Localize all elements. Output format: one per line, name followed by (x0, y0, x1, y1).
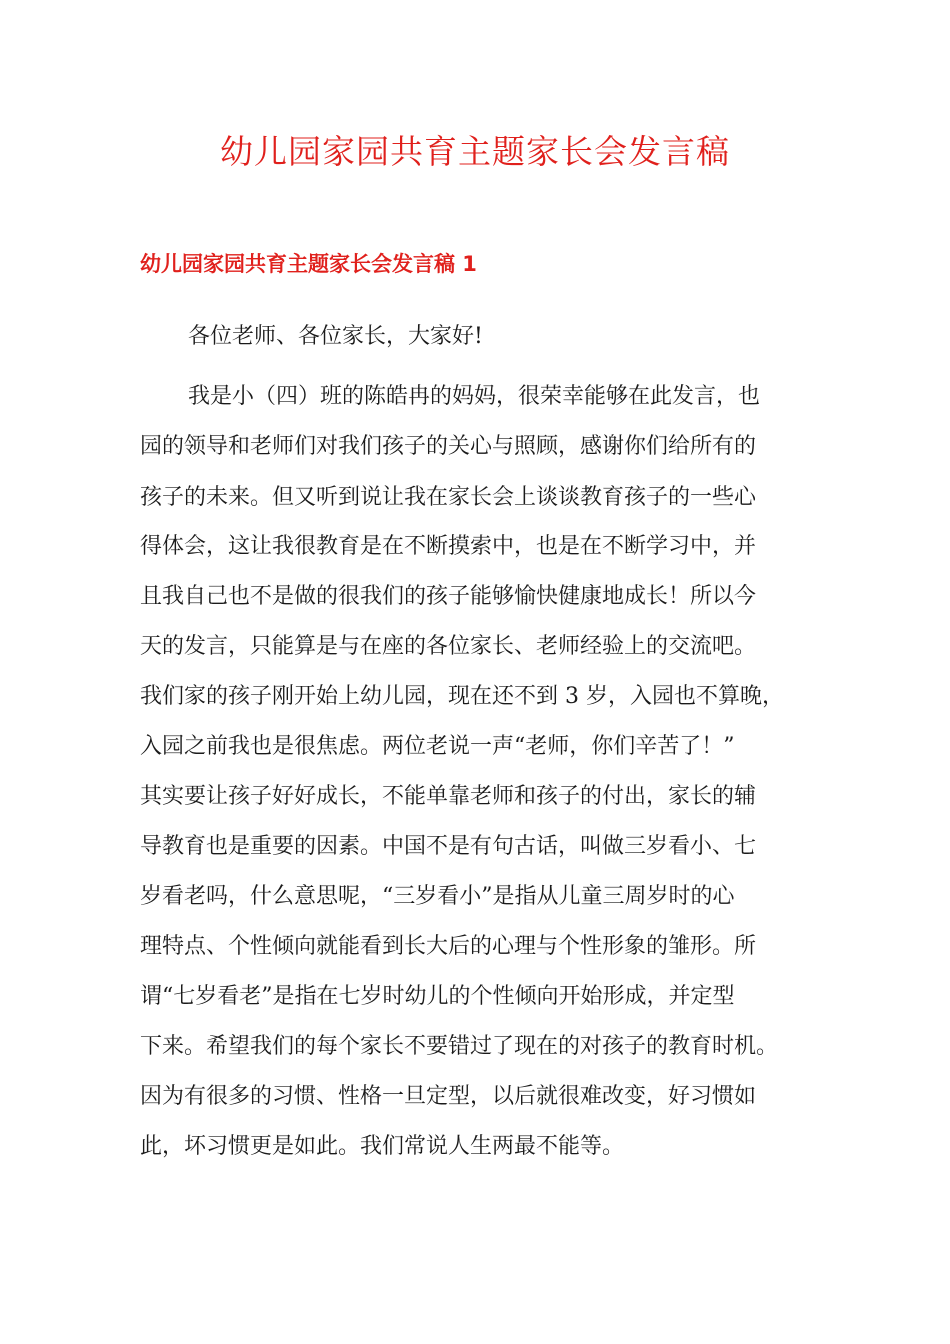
paragraph-line: 且我自己也不是做的很我们的孩子能够愉快健康地成长！所以今 (140, 584, 757, 609)
section-heading: 幼儿园家园共育主题家长会发言稿 1 (140, 252, 477, 276)
paragraph-line: 此，坏习惯更是如此。我们常说人生两最不能等。 (140, 1134, 625, 1159)
paragraph-line: 入园之前我也是很焦虑。两位老说一声“老师，你们辛苦了！” (140, 734, 735, 759)
paragraph-line: 其实要让孩子好好成长，不能单靠老师和孩子的付出，家长的辅 (140, 784, 757, 809)
paragraph-line: 因为有很多的习惯、性格一旦定型，以后就很难改变，好习惯如 (140, 1084, 757, 1109)
paragraph-line: 天的发言，只能算是与在座的各位家长、老师经验上的交流吧。 (140, 634, 757, 659)
document-title: 幼儿园家园共育主题家长会发言稿 (220, 132, 730, 171)
paragraph-line: 岁看老吗，什么意思呢，“三岁看小”是指从儿童三周岁时的心 (140, 884, 735, 909)
paragraph-line: 下来。希望我们的每个家长不要错过了现在的对孩子的教育时机。 (140, 1034, 779, 1059)
paragraph-line: 导教育也是重要的因素。中国不是有句古话，叫做三岁看小、七 (140, 834, 757, 859)
greeting-line: 各位老师、各位家长，大家好! (188, 324, 483, 349)
paragraph-line: 我们家的孩子刚开始上幼儿园，现在还不到 3 岁，入园也不算晚， (140, 684, 784, 709)
paragraph-line: 孩子的未来。但又听到说让我在家长会上谈谈教育孩子的一些心 (140, 485, 757, 510)
paragraph-line: 得体会，这让我很教育是在不断摸索中，也是在不断学习中，并 (140, 534, 757, 559)
paragraph-line: 理特点、个性倾向就能看到长大后的心理与个性形象的雏形。所 (140, 934, 757, 959)
paragraph-line: 园的领导和老师们对我们孩子的关心与照顾，感谢你们给所有的 (140, 434, 757, 459)
paragraph-line: 我是小（四）班的陈皓冉的妈妈，很荣幸能够在此发言，也 (188, 384, 761, 409)
paragraph-line: 谓“七岁看老”是指在七岁时幼儿的个性倾向开始形成，并定型 (140, 984, 735, 1009)
